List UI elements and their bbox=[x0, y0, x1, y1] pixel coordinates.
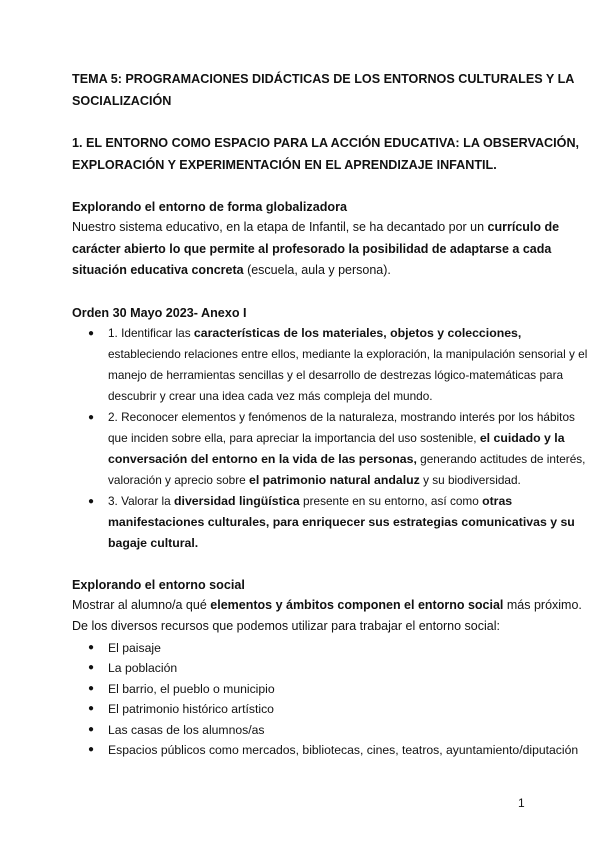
objective-3-text-1: 3. Valorar la bbox=[108, 493, 175, 508]
social-text-1: Mostrar al alumno/a qué bbox=[72, 597, 211, 612]
objective-3-text-2: presente en su entorno, así como bbox=[299, 493, 483, 508]
global-section bbox=[72, 197, 588, 282]
list-item-text: La población bbox=[108, 661, 178, 675]
list-item-text: Las casas de los alumnos/as bbox=[108, 722, 265, 737]
list-item-text: El patrimonio histórico artístico bbox=[108, 702, 274, 716]
document-page bbox=[72, 68, 588, 761]
topic-title: TEMA 5: PROGRAMACIONES DIDÁCTICAS DE LOS ENTORNOS CULTURALES Y LA SOCIALIZACIÓN bbox=[72, 72, 574, 108]
social-paragraph bbox=[72, 595, 588, 638]
list-item bbox=[72, 638, 588, 659]
list-item bbox=[72, 740, 588, 761]
bullet-icon: ● bbox=[88, 411, 95, 423]
objective-2-text-2: generando actitudes de interés, valoración y aprecio sobre bbox=[108, 451, 586, 487]
objective-3-bold-2: otras manifestaciones culturales, para enriquecer sus estrategias comunicativas y su bagaje cultural. bbox=[108, 493, 575, 550]
objectives-list bbox=[72, 323, 588, 554]
section-title: 1. EL ENTORNO COMO ESPACIO PARA LA ACCIÓN EDUCATIVA: LA OBSERVACIÓN, EXPLORACIÓN Y EXPERIMENTACIÓN EN EL APRENDIZAJE INFANTIL. bbox=[72, 136, 580, 172]
orden-section bbox=[72, 303, 588, 554]
objective-2-bold-1: el cuidado y la conversación del entorno en la vida de las personas, bbox=[108, 430, 565, 466]
bullet-icon: ● bbox=[88, 495, 95, 507]
global-text-1: Nuestro sistema educativo, en la etapa de Infantil, se ha decantado por un bbox=[72, 220, 488, 234]
list-item bbox=[72, 720, 588, 741]
objective-item-2 bbox=[72, 407, 588, 491]
objective-3-bold-1: diversidad lingüística bbox=[174, 493, 300, 508]
bullet-icon: ● bbox=[88, 662, 95, 673]
bullet-icon: ● bbox=[88, 641, 95, 653]
objective-1-text-1: 1. Identificar las bbox=[108, 325, 194, 340]
objective-1-bold-1: características de los materiales, objetos y colecciones, bbox=[193, 325, 522, 340]
social-text-2: más próximo. De los diversos recursos que podemos utilizar para trabajar el entorno social: bbox=[72, 597, 582, 633]
global-paragraph bbox=[72, 217, 588, 282]
list-item bbox=[72, 658, 588, 679]
resources-list bbox=[72, 638, 588, 761]
objective-item-1 bbox=[72, 323, 588, 407]
global-text-2: (escuela, aula y persona). bbox=[243, 263, 391, 277]
objective-2-text-1: 2. Reconocer elementos y fenómenos de la naturaleza, mostrando interés por los hábitos que inciden sobre ella, para apreciar la importancia del uso sostenible, bbox=[108, 409, 575, 445]
objective-1-text-2: estableciendo relaciones entre ellos, mediante la exploración, la manipulación sensorial y el manejo de herramientas sencillas y el desarrollo de destrezas lógico-matemáticas para descubrir y crear una idea cada vez más compleja del mundo. bbox=[108, 346, 588, 403]
bullet-icon: ● bbox=[88, 723, 95, 735]
global-heading: Explorando el entorno de forma globalizadora bbox=[72, 200, 347, 214]
social-section bbox=[72, 575, 588, 761]
objective-2-text-3: y su biodiversidad. bbox=[419, 472, 521, 487]
page-number: 1 bbox=[518, 796, 525, 810]
bullet-icon: ● bbox=[88, 682, 95, 694]
list-item bbox=[72, 679, 588, 700]
objective-item-3 bbox=[72, 491, 588, 554]
global-bold-1: currículo de carácter abierto lo que permite al profesorado la posibilidad de adaptarse a cada situación educativa concreta bbox=[72, 220, 560, 277]
social-bold-1: elementos y ámbitos componen el entorno social bbox=[210, 597, 504, 612]
list-item-text: El paisaje bbox=[108, 640, 161, 655]
social-heading: Explorando el entorno social bbox=[72, 577, 245, 592]
objective-2-bold-2: el patrimonio natural andaluz bbox=[248, 472, 420, 487]
list-item bbox=[72, 699, 588, 720]
bullet-icon: ● bbox=[88, 744, 95, 755]
bullet-icon: ● bbox=[88, 703, 95, 714]
bullet-icon: ● bbox=[88, 327, 95, 339]
list-item-text: Espacios públicos como mercados, bibliotecas, cines, teatros, ayuntamiento/diputación bbox=[108, 743, 579, 757]
list-item-text: El barrio, el pueblo o municipio bbox=[108, 681, 275, 696]
orden-heading: Orden 30 Mayo 2023- Anexo I bbox=[72, 305, 247, 320]
